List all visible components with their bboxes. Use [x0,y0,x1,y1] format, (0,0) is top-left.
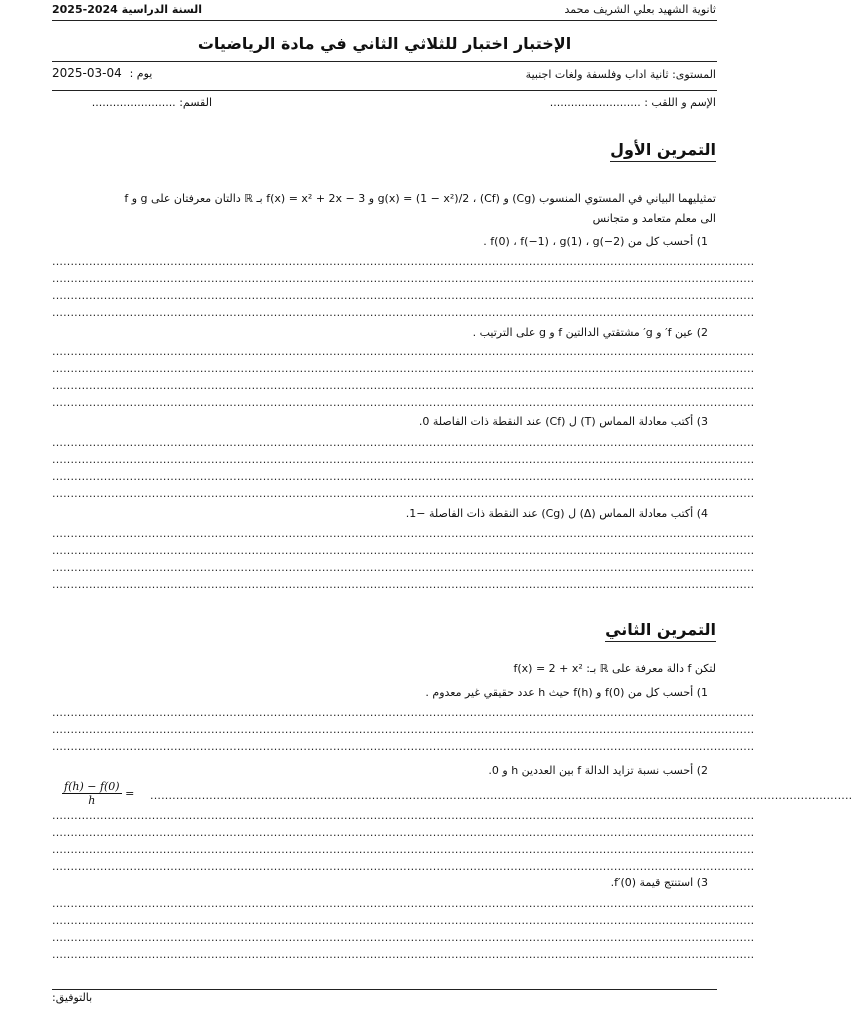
rate-fraction-block [62,780,134,807]
ex2-question-3: 3) استنتج قيمة f′(0). [610,876,708,889]
answer-line: .............................................................................................................................................................................................. [52,578,755,591]
class-field [52,96,212,109]
name-dots: .......................... [549,96,641,109]
answer-line: .............................................................................................................................................................................................. [52,860,755,873]
exam-title: الإختبار اختبار للثلاثي الثاني في مادة الرياضيات [197,34,572,53]
answer-line: .............................................................................................................................................................................................. [52,897,755,910]
answer-line: .............................................................................................................................................................................................. [52,843,755,856]
answer-line: .............................................................................................................................................................................................. [52,396,755,409]
ex1-question-2: 2) عين f′ و g′ مشتقتي الدالتين f و g على الترتيب . [472,326,708,339]
footer-rule [52,989,717,990]
date-block [52,66,152,80]
exercise-2-title: التمرين الثاني [605,620,716,642]
answer-line: .............................................................................................................................................................................................. [52,826,755,839]
answer-line: .............................................................................................................................................................................................. [52,914,755,927]
answer-line: .............................................................................................................................................................................................. [52,453,755,466]
date-label: يوم : [129,67,153,80]
ex1-question-1: 1) أحسب كل من f(0) ، f(−1) ، g(1) ، g(−2) . [483,235,708,248]
ex1-intro-line1: f و g دالتان معرفتان على ℝ بـ f(x) = x² + 2x − 3 و g(x) = (1 − x²)/2 ، (Cf) و (Cg) تمثيليهما البياني في المستوي المنسوب [124,192,716,205]
answer-line: .............................................................................................................................................................................................. [52,362,755,375]
answer-line: .............................................................................................................................................................................................. [52,487,755,500]
name-label: الإسم و اللقب : [644,96,716,109]
answer-line: .............................................................................................................................................................................................. [52,527,755,540]
date-value: 2025-03-04 [52,66,122,80]
answer-line: .............................................................................................................................................................................................. [150,789,852,802]
answer-line: .............................................................................................................................................................................................. [52,723,755,736]
title-rule [52,61,717,62]
class-dots: ........................ [91,96,176,109]
exercise-1-title: التمرين الأول [610,140,716,162]
ex1-question-4: 4) أكتب معادلة المماس (Δ) ل (Cg) عند النقطة ذات الفاصلة −1. [405,507,708,520]
name-field [550,96,716,109]
answer-line: .............................................................................................................................................................................................. [52,345,755,358]
answer-line: .............................................................................................................................................................................................. [52,470,755,483]
ex2-question-2: 2) أحسب نسبة تزايد الدالة f بين العددين h و 0. [488,764,708,777]
ex1-intro-line2: الى معلم متعامد و متجانس [592,212,716,225]
answer-line: .............................................................................................................................................................................................. [52,436,755,449]
answer-line: .............................................................................................................................................................................................. [52,931,755,944]
footer-signature: بالتوفيق: [52,991,93,1004]
answer-line: .............................................................................................................................................................................................. [52,809,755,822]
rate-fraction-numerator: f(h) − f(0) [64,780,120,793]
answer-line: .............................................................................................................................................................................................. [52,544,755,557]
rate-equals: = [125,787,135,800]
school-year: السنة الدراسية 2024-2025 [52,3,203,16]
header-rule-top [52,20,717,21]
ex2-intro: لتكن f دالة معرفة على ℝ بـ: f(x) = 2 + x² [513,662,716,675]
answer-line: .............................................................................................................................................................................................. [52,561,755,574]
ex1-question-3: 3) أكتب معادلة المماس (T) ل (Cf) عند النقطة ذات الفاصلة 0. [418,415,708,428]
ex2-question-1: 1) أحسب كل من f(0) و f(h) حيث h عدد حقيقي غير معدوم . [425,686,708,699]
answer-line: .............................................................................................................................................................................................. [52,379,755,392]
answer-line: .............................................................................................................................................................................................. [52,948,755,961]
level-label: المستوى: ثانية اداب وفلسفة ولغات اجنبية [525,68,716,81]
rate-fraction [62,780,122,807]
answer-line: .............................................................................................................................................................................................. [52,706,755,719]
answer-line: .............................................................................................................................................................................................. [52,306,755,319]
answer-line: .............................................................................................................................................................................................. [52,289,755,302]
answer-line: .............................................................................................................................................................................................. [52,272,755,285]
answer-line: .............................................................................................................................................................................................. [52,740,755,753]
school-name: ثانوية الشهيد بعلي الشريف محمد [564,3,716,16]
class-label: القسم: [179,96,212,109]
info-rule [52,90,717,91]
rate-fraction-denominator: h [88,794,96,807]
answer-line: .............................................................................................................................................................................................. [52,255,755,268]
